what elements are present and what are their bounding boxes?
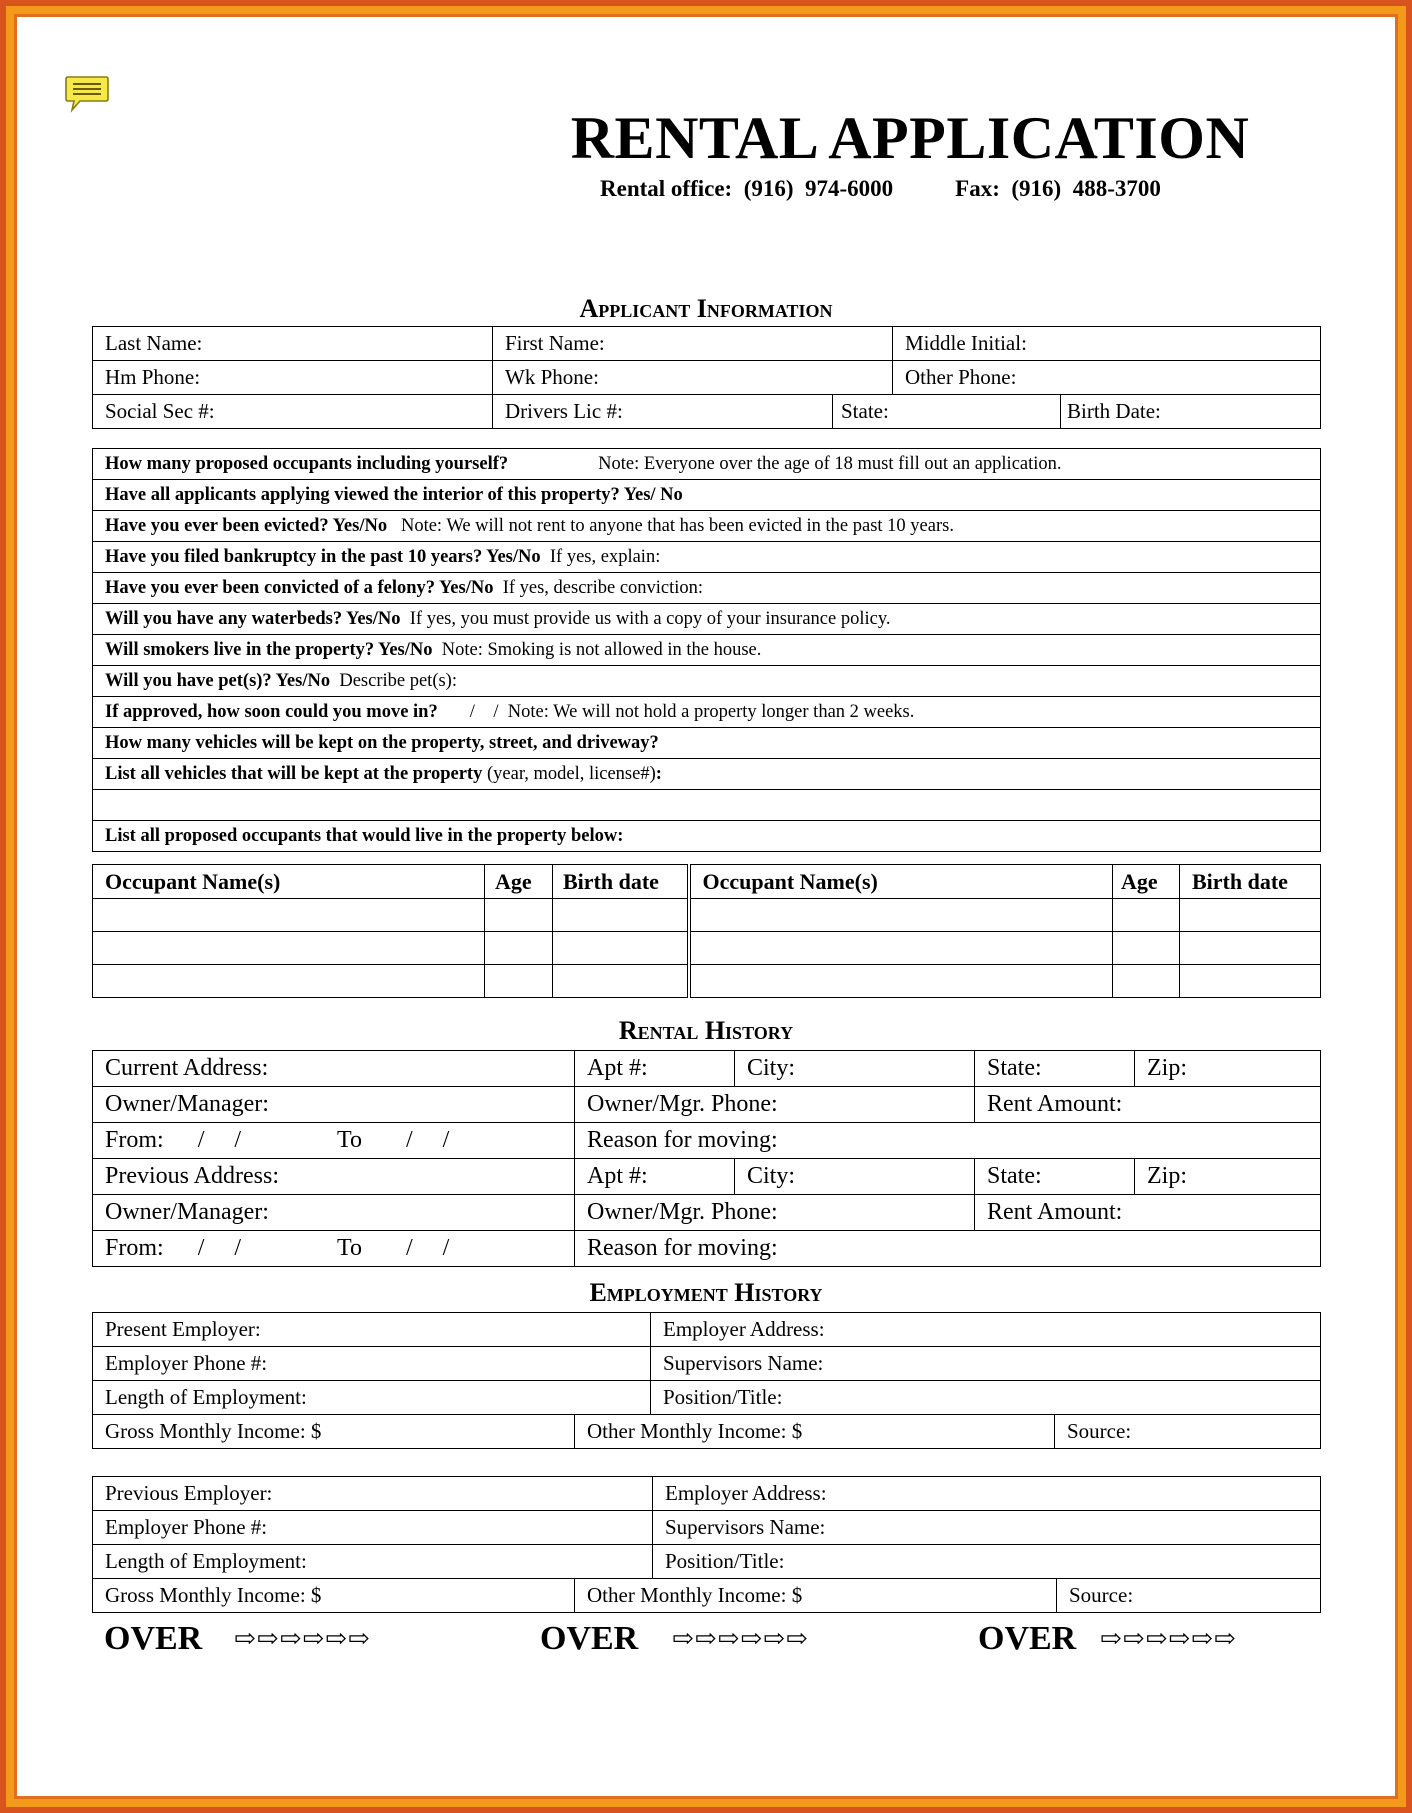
- current-apt-field[interactable]: Apt #:: [575, 1051, 735, 1087]
- birth-date-cell[interactable]: [553, 932, 689, 965]
- arrow-right-outline-icon: ⇨⇨⇨⇨⇨⇨: [234, 1624, 371, 1653]
- previous-employment-table: [92, 1476, 1321, 1613]
- age-cell[interactable]: [1113, 899, 1180, 932]
- question-move-in[interactable]: If approved, how soon could you move in? / / Note: We will not hold a property longer than 2 weeks.: [93, 697, 1321, 728]
- arrow-right-outline-icon: ⇨⇨⇨⇨⇨⇨: [1100, 1624, 1237, 1653]
- birth-date-cell[interactable]: [553, 965, 689, 998]
- over-label-2: OVER: [540, 1620, 639, 1657]
- page-title: RENTAL APPLICATION: [570, 105, 1250, 171]
- question-occupants[interactable]: How many proposed occupants including yourself? Note: Everyone over the age of 18 must fill out an application.: [93, 449, 1321, 480]
- current-dates-field[interactable]: From: / / To / /: [93, 1123, 575, 1159]
- age-header-1: Age: [485, 865, 553, 899]
- previous-employer-phone-field[interactable]: Employer Phone #:: [93, 1511, 653, 1545]
- table-row: [93, 965, 1321, 998]
- current-rent-amount-field[interactable]: Rent Amount:: [975, 1087, 1321, 1123]
- present-supervisor-field[interactable]: Supervisors Name:: [651, 1347, 1321, 1381]
- present-employer-address-field[interactable]: Employer Address:: [651, 1313, 1321, 1347]
- question-waterbeds[interactable]: Will you have any waterbeds? Yes/No If yes, you must provide us with a copy of your insurance policy.: [93, 604, 1321, 635]
- previous-apt-field[interactable]: Apt #:: [575, 1159, 735, 1195]
- age-cell[interactable]: [485, 899, 553, 932]
- age-cell[interactable]: [1113, 932, 1180, 965]
- employment-history-heading: Employment History: [589, 1278, 823, 1307]
- birth-date-field[interactable]: Birth Date:: [1061, 395, 1321, 429]
- applicant-info-table: [92, 326, 1321, 429]
- table-row: [93, 899, 1321, 932]
- current-owner-phone-field[interactable]: Owner/Mgr. Phone:: [575, 1087, 975, 1123]
- arrow-right-outline-icon: ⇨⇨⇨⇨⇨⇨: [672, 1624, 809, 1653]
- occupant-name-cell[interactable]: [689, 932, 1113, 965]
- occupant-name-header-1: Occupant Name(s): [93, 865, 485, 899]
- present-employer-field[interactable]: Present Employer:: [93, 1313, 651, 1347]
- occupant-name-header-2: Occupant Name(s): [689, 865, 1113, 899]
- question-list-occupants[interactable]: List all proposed occupants that would live in the property below:: [93, 821, 1321, 852]
- vehicles-answer-line[interactable]: [93, 790, 1321, 821]
- previous-address-field[interactable]: Previous Address:: [93, 1159, 575, 1195]
- age-cell[interactable]: [485, 965, 553, 998]
- rental-history-heading: Rental History: [618, 1016, 794, 1045]
- birth-date-cell[interactable]: [1180, 932, 1321, 965]
- present-employment-table: [92, 1312, 1321, 1449]
- occupants-table: [92, 864, 1321, 998]
- question-evicted[interactable]: Have you ever been evicted? Yes/No Note: We will not rent to anyone that has been evicted in the past 10 years.: [93, 511, 1321, 542]
- question-bankruptcy[interactable]: Have you filed bankruptcy in the past 10 years? Yes/No If yes, explain:: [93, 542, 1321, 573]
- age-header-2: Age: [1113, 865, 1180, 899]
- question-pets[interactable]: Will you have pet(s)? Yes/No Describe pet(s):: [93, 666, 1321, 697]
- previous-owner-phone-field[interactable]: Owner/Mgr. Phone:: [575, 1195, 975, 1231]
- state-field[interactable]: State:: [833, 395, 1061, 429]
- age-cell[interactable]: [485, 932, 553, 965]
- present-other-income-field[interactable]: Other Monthly Income: $: [575, 1415, 1055, 1449]
- questions-table: [92, 448, 1321, 852]
- current-reason-field[interactable]: Reason for moving:: [575, 1123, 1321, 1159]
- previous-other-income-field[interactable]: Other Monthly Income: $: [575, 1579, 1057, 1613]
- previous-reason-field[interactable]: Reason for moving:: [575, 1231, 1321, 1267]
- present-gross-income-field[interactable]: Gross Monthly Income: $: [93, 1415, 575, 1449]
- question-viewed-interior[interactable]: Have all applicants applying viewed the interior of this property? Yes/ No: [93, 480, 1321, 511]
- fax-number: Fax: (916) 488-3700: [955, 176, 1161, 201]
- previous-owner-manager-field[interactable]: Owner/Manager:: [93, 1195, 575, 1231]
- work-phone-field[interactable]: Wk Phone:: [493, 361, 893, 395]
- applicant-info-heading: Applicant Information: [579, 294, 833, 323]
- over-label-1: OVER: [104, 1620, 203, 1657]
- previous-length-field[interactable]: Length of Employment:: [93, 1545, 653, 1579]
- question-list-vehicles[interactable]: List all vehicles that will be kept at the property (year, model, license#):: [93, 759, 1321, 790]
- middle-initial-field[interactable]: Middle Initial:: [893, 327, 1321, 361]
- drivers-license-field[interactable]: Drivers Lic #:: [493, 395, 833, 429]
- previous-income-source-field[interactable]: Source:: [1057, 1579, 1321, 1613]
- over-label-3: OVER: [978, 1620, 1077, 1657]
- other-phone-field[interactable]: Other Phone:: [893, 361, 1321, 395]
- age-cell[interactable]: [1113, 965, 1180, 998]
- birth-date-header-2: Birth date: [1180, 865, 1321, 899]
- contact-line: [600, 176, 1300, 202]
- previous-employer-field[interactable]: Previous Employer:: [93, 1477, 653, 1511]
- occupant-name-cell[interactable]: [689, 965, 1113, 998]
- previous-employer-address-field[interactable]: Employer Address:: [653, 1477, 1321, 1511]
- previous-position-field[interactable]: Position/Title:: [653, 1545, 1321, 1579]
- current-owner-manager-field[interactable]: Owner/Manager:: [93, 1087, 575, 1123]
- last-name-field[interactable]: Last Name:: [93, 327, 493, 361]
- previous-zip-field[interactable]: Zip:: [1135, 1159, 1321, 1195]
- first-name-field[interactable]: First Name:: [493, 327, 893, 361]
- previous-rent-amount-field[interactable]: Rent Amount:: [975, 1195, 1321, 1231]
- current-city-field[interactable]: City:: [735, 1051, 975, 1087]
- birth-date-cell[interactable]: [1180, 965, 1321, 998]
- social-security-field[interactable]: Social Sec #:: [93, 395, 493, 429]
- current-zip-field[interactable]: Zip:: [1135, 1051, 1321, 1087]
- rental-history-table: [92, 1050, 1321, 1267]
- birth-date-cell[interactable]: [553, 899, 689, 932]
- table-row: [93, 932, 1321, 965]
- previous-gross-income-field[interactable]: Gross Monthly Income: $: [93, 1579, 575, 1613]
- current-state-field[interactable]: State:: [975, 1051, 1135, 1087]
- present-income-source-field[interactable]: Source:: [1055, 1415, 1321, 1449]
- rental-office-phone: Rental office: (916) 974-6000: [600, 176, 894, 201]
- birth-date-cell[interactable]: [1180, 899, 1321, 932]
- previous-state-field[interactable]: State:: [975, 1159, 1135, 1195]
- occupant-name-cell[interactable]: [93, 965, 485, 998]
- present-position-field[interactable]: Position/Title:: [651, 1381, 1321, 1415]
- present-employer-phone-field[interactable]: Employer Phone #:: [93, 1347, 651, 1381]
- question-smokers[interactable]: Will smokers live in the property? Yes/No Note: Smoking is not allowed in the house.: [93, 635, 1321, 666]
- question-felony[interactable]: Have you ever been convicted of a felony? Yes/No If yes, describe conviction:: [93, 573, 1321, 604]
- birth-date-header-1: Birth date: [553, 865, 689, 899]
- current-address-field[interactable]: Current Address:: [93, 1051, 575, 1087]
- previous-city-field[interactable]: City:: [735, 1159, 975, 1195]
- home-phone-field[interactable]: Hm Phone:: [93, 361, 493, 395]
- occupant-name-cell[interactable]: [689, 899, 1113, 932]
- occupant-name-cell[interactable]: [93, 899, 485, 932]
- previous-supervisor-field[interactable]: Supervisors Name:: [653, 1511, 1321, 1545]
- present-length-field[interactable]: Length of Employment:: [93, 1381, 651, 1415]
- previous-dates-field[interactable]: From: / / To / /: [93, 1231, 575, 1267]
- occupant-name-cell[interactable]: [93, 932, 485, 965]
- comment-icon[interactable]: [64, 74, 110, 114]
- question-vehicle-count[interactable]: How many vehicles will be kept on the property, street, and driveway?: [93, 728, 1321, 759]
